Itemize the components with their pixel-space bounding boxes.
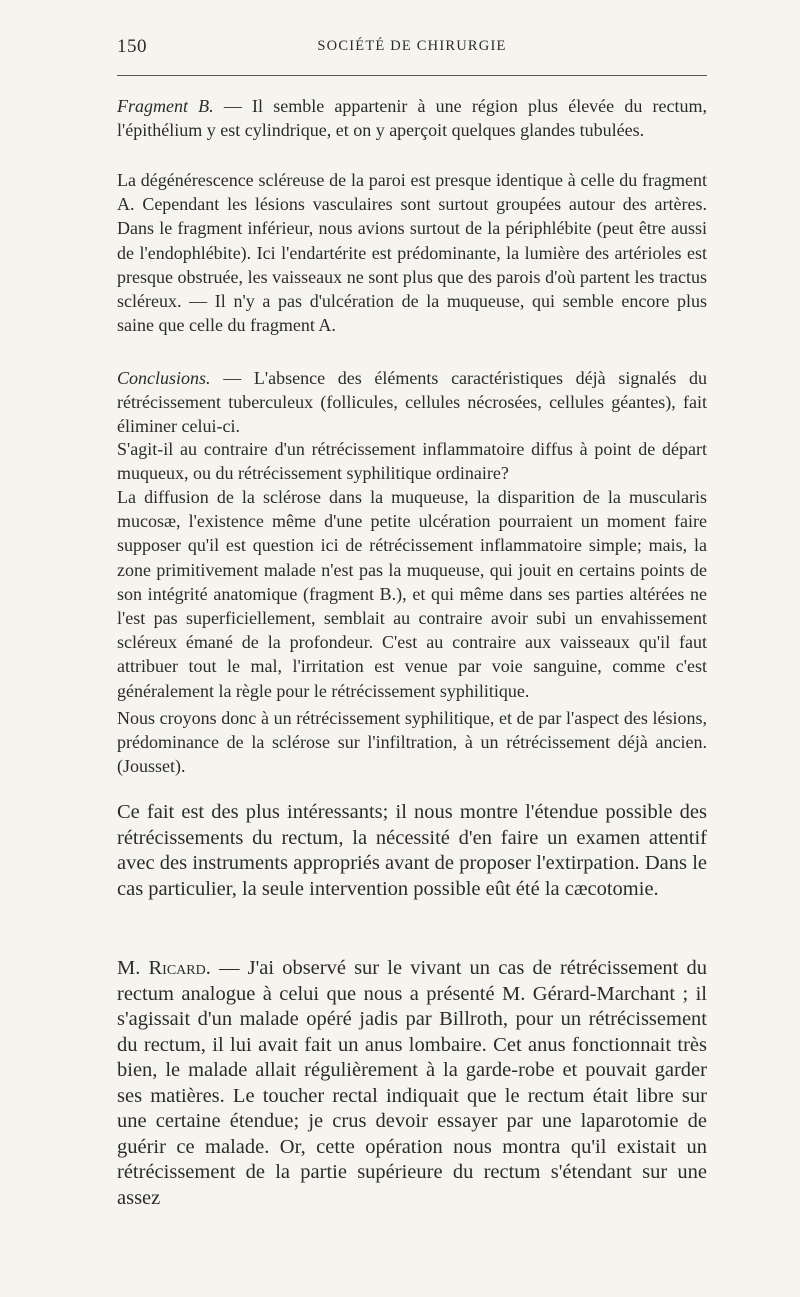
- ricard-text: — J'ai observé sur le vivant un cas de rétrécissement du rectum analogue à celui que nous a présenté M. Gérard-Marchant ; il s'agissait d'un malade opéré jadis par Billroth, pour un rétrécissement du rectum, il lui avait fait un anus lombaire. Cet anus fonctionnait très bien, le malade allait régulièrement à la garde-robe et pouvait garder ses matières. Le toucher rectal indiquait que le rectum était libre sur une certaine étendue; je crus devoir essayer par une laparotomie de guérir ce malade. Or, cette opération nous montra qu'il existait un rétrécissement de la partie supérieure du rectum s'étendant sur une assez: [117, 957, 707, 1209]
- paragraph-text: Ce fait est des plus intéressants; il nous montre l'étendue possible des rétrécissements du rectum, la nécessité d'en faire un examen attentif avec des instruments appropriés avant de proposer l'extirpation. Dans le cas particulier, la seule intervention possible eût été la cæcotomie.: [117, 801, 707, 900]
- paragraph-text: Nous croyons donc à un rétrécissement syphilitique, et de par l'aspect des lésions, prédominance de la sclérose sur l'infiltration, à un rétrécissement déjà ancien. (Jousset).: [117, 708, 707, 777]
- conclusions-label: Conclusions.: [117, 368, 211, 388]
- syphilitic-conclusion-paragraph: [117, 706, 707, 779]
- diffusion-paragraph: [117, 485, 707, 703]
- paragraph-text: S'agit-il au contraire d'un rétrécissement inflammatoire diffus à point de départ muqueux, ou du rétrécissement syphilitique ordinaire?: [117, 439, 707, 484]
- page-header: [117, 36, 707, 64]
- ricard-paragraph: [117, 956, 707, 1211]
- interesting-fact-paragraph: [117, 800, 707, 902]
- speaker-name: M. Ricard.: [117, 957, 211, 979]
- fragment-b-label: Fragment B.: [117, 96, 214, 116]
- paragraph-text: La dégénérescence scléreuse de la paroi est presque identique à celle du fragment A. Cependant les lésions vasculaires sont surtout groupées autour des artères. Dans le fragment inférieur, nous avions surtout de la périphlébite (peut être aussi de l'endophlébite). Ici l'endartérite est prédominante, la lumière des artérioles est presque obstruée, les vaisseaux ne sont plus que des parois d'où partent les tractus scléreux. — Il n'y a pas d'ulcération de la muqueuse, qui semble encore plus saine que celle du fragment A.: [117, 170, 707, 336]
- fragment-b-text: — Il semble appartenir à une région plus élevée du rectum, l'épithélium y est cylindrique, et on y aperçoit quelques glandes tubulées.: [117, 96, 708, 141]
- question-paragraph: [117, 437, 707, 485]
- fragment-b-paragraph: [117, 94, 707, 142]
- header-rule: [117, 75, 707, 76]
- paragraph-text: La diffusion de la sclérose dans la muqueuse, la disparition de la muscularis mucosæ, l'existence même d'une petite ulcération pourraient un moment faire supposer qu'il est question ici de rétrécissement inflammatoire simple; mais, la zone primitivement malade n'est pas la muqueuse, qui jouit en certains points de son intégrité anatomique (fragment B.), et qui même dans ses parties altérées ne l'est pas superficiellement, semblait au contraire avoir subi un envahissement scléreux émané de la profondeur. C'est au contraire aux vaisseaux qu'il faut attribuer tout le mal, l'irritation est venue par voie sanguine, comme c'est généralement la règle pour le rétrécissement syphilitique.: [117, 487, 707, 701]
- running-title: SOCIÉTÉ DE CHIRURGIE: [317, 38, 507, 54]
- page-number: 150: [117, 36, 147, 57]
- sclerosis-paragraph: [117, 168, 707, 337]
- conclusions-paragraph: [117, 366, 707, 439]
- conclusions-text: — L'absence des éléments caractéristiques déjà signalés du rétrécissement tuberculeux (follicules, cellules nécrosées, cellules géantes), fait éliminer celui-ci.: [117, 368, 707, 437]
